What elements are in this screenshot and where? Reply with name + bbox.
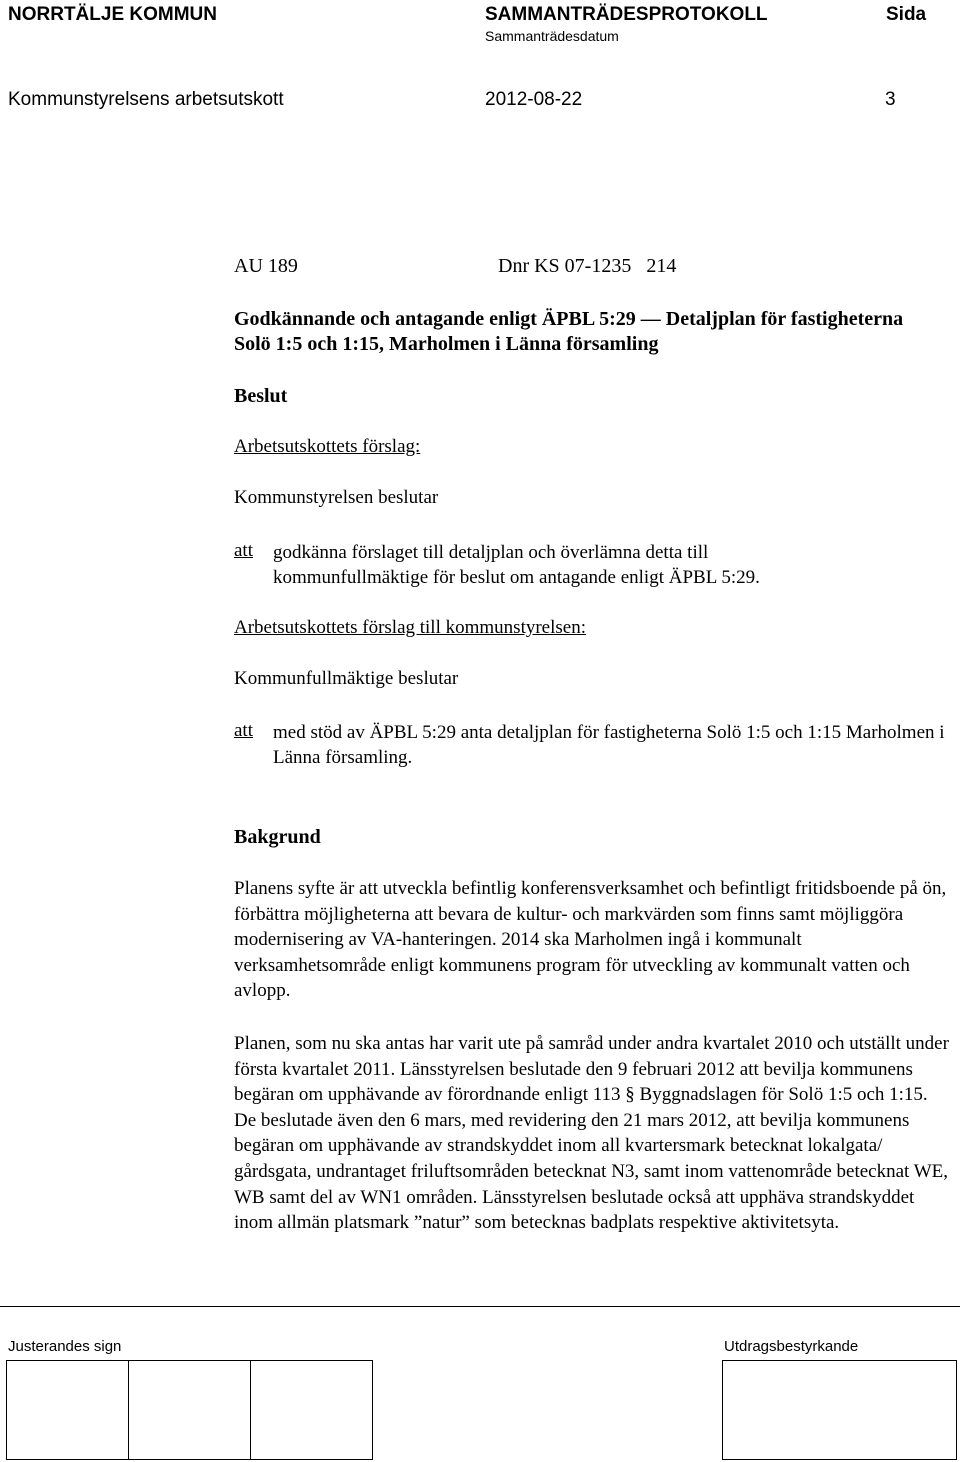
signature-box-2: [128, 1360, 251, 1460]
meeting-date: 2012-08-22: [485, 89, 583, 110]
proposal2-subject: Kommunfullmäktige beslutar: [234, 668, 459, 689]
meeting-date-label: Sammanträdesdatum: [485, 28, 619, 44]
background-heading: Bakgrund: [234, 826, 321, 848]
proposal2-att-text: med stöd av ÄPBL 5:29 anta detaljplan för fastigheterna Solö 1:5 och 1:15 Marholmen i Länna församling.: [273, 722, 945, 768]
signature-box-1: [6, 1360, 129, 1460]
document-type: SAMMANTRÄDESPROTOKOLL: [485, 4, 768, 25]
background-paragraph-1: Planens syfte är att utveckla befintlig konferensverksamhet och befintligt fritidsboende på ön, förbättra möjligheterna att bevara de kultur- och markvärden som finns samt möjliggöra modernisering av VA-hanteringen. 2014 ska Marholmen ingå i kommunalt verksamhetsområde enligt kommunens program för utveckling av kommunalt vatten och avlopp.: [234, 878, 947, 1002]
org-name: NORRTÄLJE KOMMUN: [8, 4, 217, 25]
page-label: Sida: [886, 4, 927, 25]
case-title: Godkännande och antagande enligt ÄPBL 5:29 — Detaljplan för fastigheterna Solö 1:5 och 1:15, Marholmen i Länna församling: [234, 308, 904, 355]
footer-divider: [0, 1306, 960, 1307]
decision-heading: Beslut: [234, 385, 288, 407]
certificate-label: Utdragsbestyrkande: [724, 1338, 859, 1355]
background-paragraph-2: Planen, som nu ska antas har varit ute på samråd under andra kvartalet 2010 och utställt under första kvartalet 2011. Länsstyrelsen beslutade den 9 februari 2012 att bevilja kommunens begäran om upphävande av förordnande enligt 113 § Byggnadslagen för Solö 1:5 och 1:15. De beslutade även den 6 mars, med revidering den 21 mars 2012, att bevilja kommunens begäran om upphävande av strandskyddet inom all kvartersmark betecknat lokalgata/ gårdsgata, undrantaget friluftsområden betecknat N3, samt inom vattenområde betecknat WE, WB samt del av WN1 områden. Länsstyrelsen beslutade också att upphäva strandskyddet inom allmän platsmark ”natur” som betecknas badplats respektive aktivitetsyta.: [234, 1033, 949, 1234]
proposal1-heading: Arbetsutskottets förslag:: [234, 436, 421, 457]
certificate-box: [722, 1360, 957, 1460]
diary-number: Dnr KS 07-1235 214: [498, 255, 677, 277]
page-number: 3: [885, 89, 896, 110]
proposal2-heading: Arbetsutskottets förslag till kommunstyrelsen:: [234, 617, 586, 638]
committee-name: Kommunstyrelsens arbetsutskott: [8, 89, 284, 110]
signature-box-3: [250, 1360, 373, 1460]
proposal1-att-label: att: [234, 540, 253, 561]
au-reference: AU 189: [234, 255, 298, 277]
proposal2-att-label: att: [234, 720, 253, 741]
proposal1-subject: Kommunstyrelsen beslutar: [234, 487, 439, 508]
signature-label: Justerandes sign: [8, 1338, 122, 1355]
proposal1-att-text: godkänna förslaget till detaljplan och överlämna detta till kommunfullmäktige för beslut om antagande enligt ÄPBL 5:29.: [273, 542, 760, 588]
